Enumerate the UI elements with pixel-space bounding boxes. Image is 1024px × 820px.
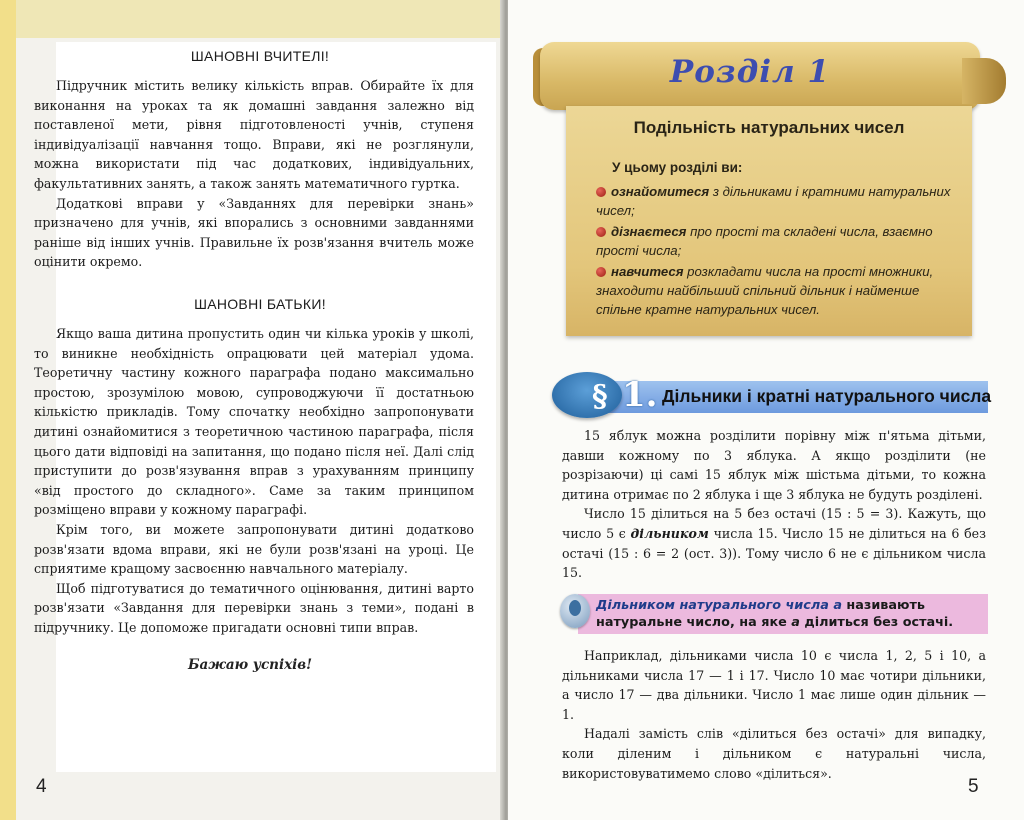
definition-variable: a: [791, 615, 800, 630]
red-bullet-icon: [596, 267, 606, 277]
parents-paragraph-3: Щоб підготуватися до тематичного оцінювання, дитині варто розв'язати «Завдання для перевірки знань з теми», подані в підручнику. Це допоможе пригадати основні типи вправ.: [34, 580, 474, 635]
teachers-text: [34, 76, 474, 272]
body-text-part: числа 15. Число 15 не ділиться на 6 без остачі (15 : 6 = 2 (ост. 3)). Тому число 6 не є дільником числа 15.: [562, 525, 986, 581]
example-paragraph-2: Надалі замість слів «ділиться без остачі» для випадку, коли діленим і дільником є натуральні числа, використовуватимемо слово «ділиться».: [562, 726, 986, 781]
parents-paragraph-1: Якщо ваша дитина пропустить один чи кілька уроків у школі, то виникне необхідність опрацювати цей матеріал удома. Теоретичну частину кожного параграфа подано максимально простою, зрозумілою мовою, супроводжуючи її достатньою кількістю прикладів. Тому спочатку необхідно запропонувати дитині ознайомитися з теоретичною частиною параграфа, після цього дати відповіді на запитання, що подано після неї. Далі слід приступити до розв'язування вправ з урахуванням принципу «від простого до складного». Саме за таким принципом розміщено вправи у кожному параграфі.: [34, 326, 474, 518]
section-intro-text: [562, 426, 986, 583]
red-bullet-icon: [596, 227, 606, 237]
goal-text: розкладати числа на прості множники, знаходити найбільший спільний дільник і найменше спільне кратне натуральних чисел.: [596, 264, 934, 317]
goal-keyword: навчитеся: [611, 264, 684, 279]
scroll-curl-right: [962, 58, 1006, 104]
definition-text: [596, 597, 976, 631]
section-disk-icon: [552, 372, 622, 418]
chapter-intro: У цьому розділі ви:: [612, 160, 743, 175]
parents-text: [34, 324, 474, 638]
definition-body: ділиться без остачі.: [799, 615, 954, 630]
goal-item: [596, 262, 956, 319]
goal-keyword: ознайомитеся: [611, 184, 710, 199]
definition-variable: a: [833, 598, 842, 613]
body-paragraph-1: 15 яблук можна розділити порівну між п'ятьма дітьми, давши кожному по 3 яблука. А якщо розділити (не розрізаючи) ці самі 15 яблук між шістьма дітьми, то кожна дитина отримає по 2 яблука і ще 3 яблука не будуть розділені.: [562, 428, 986, 502]
term-divisor: дільником: [630, 525, 709, 541]
goal-text: з дільниками і кратними натуральних чисел;: [596, 184, 951, 218]
red-bullet-icon: [596, 187, 606, 197]
definition-key-icon: [560, 594, 590, 628]
heading-parents: ШАНОВНІ БАТЬКИ!: [194, 296, 326, 312]
goal-keyword: дізнаєтеся: [611, 224, 687, 239]
chapter-subtitle: Подільність натуральних чисел: [633, 118, 905, 137]
teachers-paragraph-2: Додаткові вправи у «Завданнях для перевірки знань» призначено для учнів, які впорались з основними завданнями раніше від інших учнів. Правильне їх розв'язання вчитель може оцінити окремо.: [34, 195, 474, 270]
definition-term: Дільником натурального числа: [596, 598, 834, 613]
page-number-left: 4: [36, 776, 47, 797]
body-paragraph-2: [562, 504, 986, 582]
body-text-part: Число 15 ділиться на 5 без остачі (15 : 5 = 3). Кажуть, що число 5 є: [562, 506, 986, 541]
example-paragraph-1: Наприклад, дільниками числа 10 є числа 1, 2, 5 і 10, а дільниками числа 17 — 1 і 17. Число 10 має чотири дільники, а число 17 — два дільники. Число 1 має лише один дільник — 1.: [562, 648, 986, 722]
page-number-right: 5: [968, 776, 979, 797]
signature: Бажаю успіхів!: [188, 657, 313, 673]
heading-teachers: ШАНОВНІ ВЧИТЕЛІ!: [190, 48, 330, 64]
definition-body: називають натуральне число, на яке: [596, 598, 925, 630]
goal-text: про прості та складені числа, взаємно прості числа;: [596, 224, 933, 258]
goal-item: [596, 222, 956, 260]
section-title: Дільники і кратні натурального числа: [662, 386, 992, 406]
goal-item: [596, 182, 956, 220]
chapter-title: Розділ 1: [669, 54, 831, 90]
parents-paragraph-2: Крім того, ви можете запропонувати дитині додатково розв'язати вдома вправи, які не були розв'язані на уроці. Це сприятиме кращому засвоєнню навчального матеріалу.: [34, 521, 474, 577]
section-symbol: §: [592, 379, 608, 414]
section-number: 1.: [622, 375, 658, 415]
teachers-paragraph-1: Підручник містить велику кількість вправ. Обирайте їх для виконання на уроках та як домашні завдання залежно від поставленої мети, рівня підготовленості учнів, ступеня індивідуалізації навчання тощо. Вправи, які не розглянули, можна використати під час додаткових, індивідуальних, факультативних занять, а також занять математичного гуртка.: [34, 78, 474, 191]
examples-text: [562, 646, 986, 783]
